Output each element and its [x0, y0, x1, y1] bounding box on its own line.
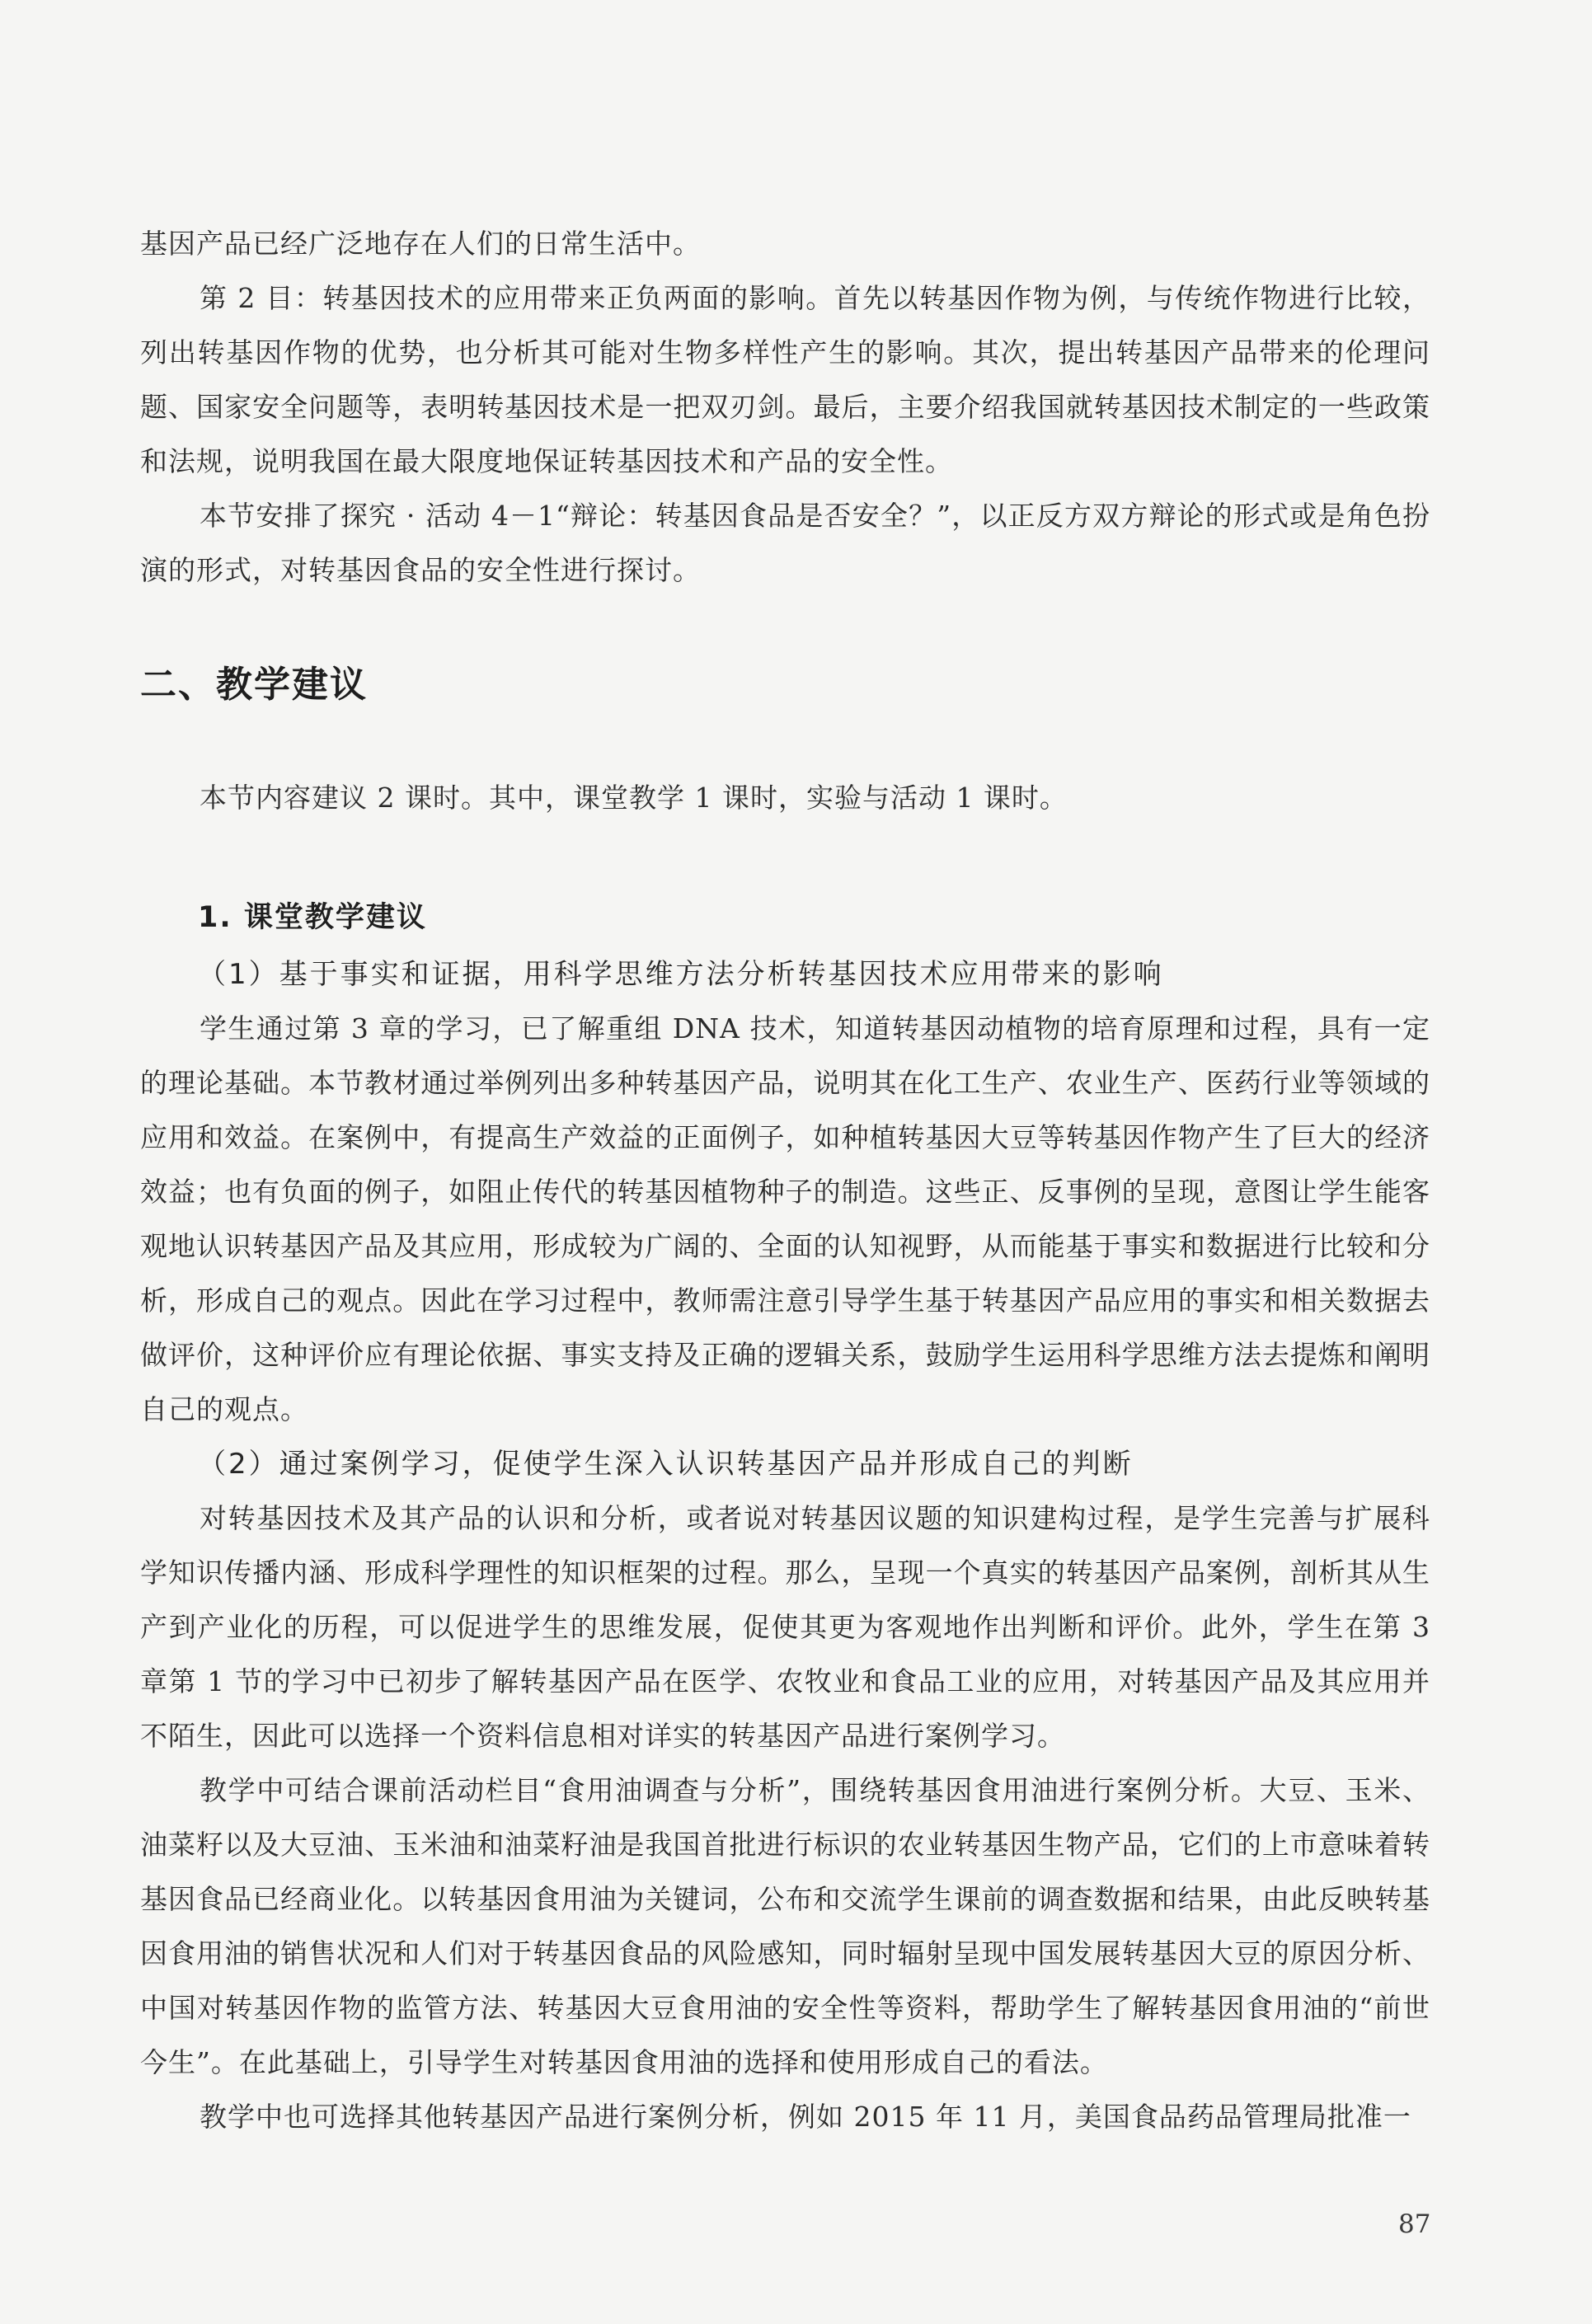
- lesson-hours-note: 本节内容建议 2 课时。其中，课堂教学 1 课时，实验与活动 1 课时。: [200, 782, 1068, 814]
- intro-paragraph-end: 基因产品已经广泛地存在人们的日常生活中。: [140, 228, 701, 260]
- item-2-heading: （2）通过案例学习，促使学生深入认识转基因产品并形成自己的判断: [198, 1448, 1134, 1481]
- paragraph-activity: 本节安排了探究 · 活动 4－1“辩论：转基因食品是否安全？”，以正反方双方辩论的形式或是角色扮演的形式，对转基因食品的安全性进行探讨。: [140, 500, 1430, 586]
- item-1-body: 学生通过第 3 章的学习，已了解重组 DNA 技术，知道转基因动植物的培育原理和过程，具有一定的理论基础。本节教材通过举例列出多种转基因产品，说明其在化工生产、农业生产、医药行业等领域的应用和效益。在案例中，有提高生产效益的正面例子，如种植转基因大豆等转基因作物产生了巨大的经济效益；也有负面的例子，如阻止传代的转基因植物种子的制造。这些正、反事例的呈现，意图让学生能客观地认识转基因产品及其应用，形成较为广阔的、全面的认知视野，从而能基于事实和数据进行比较和分析，形成自己的观点。因此在学习过程中，教师需注意引导学生基于转基因产品应用的事实和相关数据去做评价，这种评价应有理论依据、事实支持及正确的逻辑关系，鼓励学生运用科学思维方法去提炼和阐明自己的观点。: [140, 1012, 1430, 1425]
- subsection-heading: 1. 课堂教学建议: [198, 901, 427, 934]
- section-heading: 二、教学建议: [140, 664, 368, 706]
- item-2-body-cooking-oil: 教学中可结合课前活动栏目“食用油调查与分析”，围绕转基因食用油进行案例分析。大豆、玉米、油菜籽以及大豆油、玉米油和油菜籽油是我国首批进行标识的农业转基因生物产品，它们的上市意味着转基因食品已经商业化。以转基因食用油为关键词，公布和交流学生课前的调查数据和结果，由此反映转基因食用油的销售状况和人们对于转基因食品的风险感知，同时辐射呈现中国发展转基因大豆的原因分析、中国对转基因作物的监管方法、转基因大豆食用油的安全性等资料，帮助学生了解转基因食用油的“前世今生”。在此基础上，引导学生对转基因食用油的选择和使用形成自己的看法。: [140, 1774, 1430, 2078]
- item-2-body: 对转基因技术及其产品的认识和分析，或者说对转基因议题的知识建构过程，是学生完善与扩展科学知识传播内涵、形成科学理性的知识框架的过程。那么，呈现一个真实的转基因产品案例，剖析其从生产到产业化的历程，可以促进学生的思维发展，促使其更为客观地作出判断和评价。此外，学生在第 3 章第 1 节的学习中已初步了解转基因产品在医学、农牧业和食品工业的应用，对转基因产品及其应用并不陌生，因此可以选择一个资料信息相对详实的转基因产品进行案例学习。: [140, 1502, 1430, 1752]
- item-2-body-other-cases: 教学中也可选择其他转基因产品进行案例分析，例如 2015 年 11 月，美国食品药品管理局批准一: [200, 2101, 1411, 2133]
- page-number: 87: [1398, 2209, 1431, 2239]
- item-1-heading: （1）基于事实和证据，用科学思维方法分析转基因技术应用带来的影响: [198, 958, 1164, 991]
- paragraph-second-topic: 第 2 目：转基因技术的应用带来正负两面的影响。首先以转基因作物为例，与传统作物进行比较，列出转基因作物的优势，也分析其可能对生物多样性产生的影响。其次，提出转基因产品带来的伦理问题、国家安全问题等，表明转基因技术是一把双刃剑。最后，主要介绍我国就转基因技术制定的一些政策和法规，说明我国在最大限度地保证转基因技术和产品的安全性。: [140, 282, 1430, 477]
